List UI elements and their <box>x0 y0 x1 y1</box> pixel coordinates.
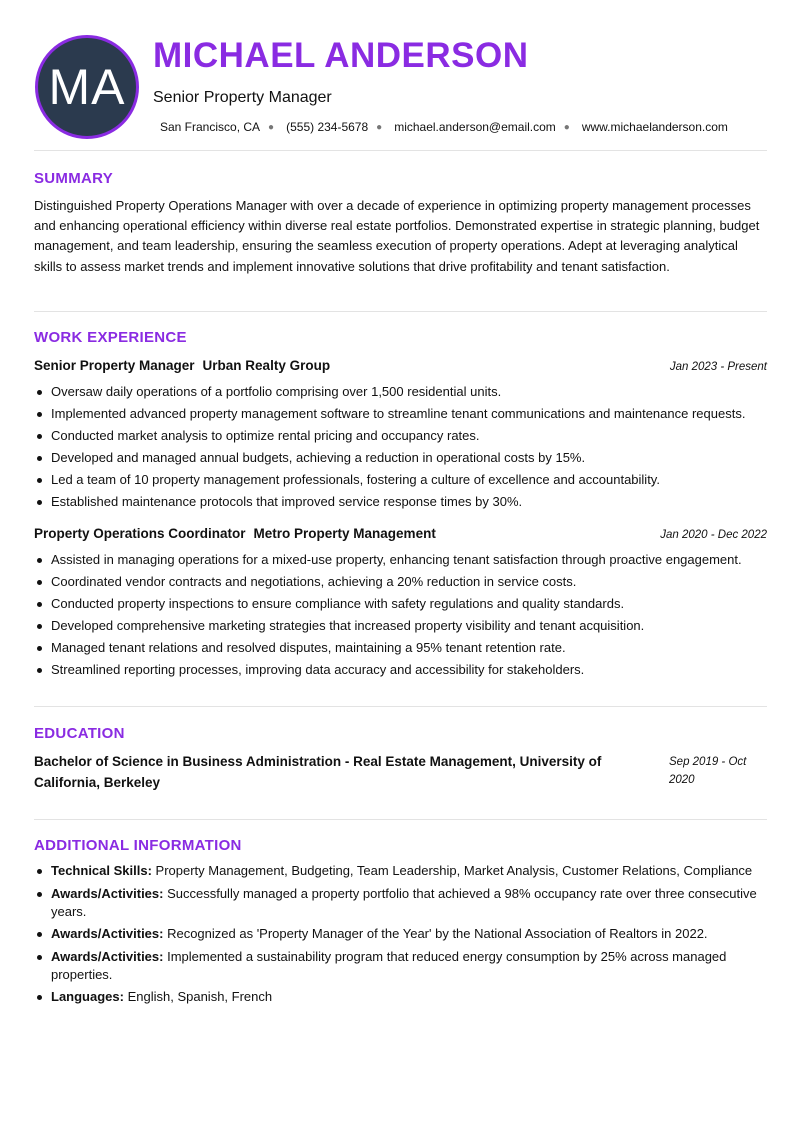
candidate-title: Senior Property Manager <box>153 89 332 106</box>
job-title-company <box>34 526 436 541</box>
list-item <box>34 988 769 1006</box>
summary-heading: SUMMARY <box>34 170 114 187</box>
education-dates: Sep 2019 - Oct 2020 <box>669 756 747 786</box>
additional-list <box>34 862 769 1011</box>
list-item: Led a team of 10 property management professionals, fostering a culture of excellence and accountability. <box>34 469 774 491</box>
section-divider <box>34 150 767 151</box>
avatar-initials: MA <box>48 59 126 115</box>
job-role: Property Operations Coordinator <box>34 526 246 541</box>
avatar <box>35 35 139 139</box>
list-item <box>34 948 769 984</box>
job-bullets <box>34 549 774 681</box>
additional-heading: ADDITIONAL INFORMATION <box>34 837 242 854</box>
list-item: Developed comprehensive marketing strategies that increased property visibility and tenant acquisition. <box>34 615 774 637</box>
section-divider <box>34 706 767 707</box>
job-company: Urban Realty Group <box>202 358 331 373</box>
summary-text: Distinguished Property Operations Manager with over a decade of experience in optimizing property management processes and enhancing operational efficiency within diverse real estate portfolios. Demonstrated expertise in strategic planning, budget management, and team leadership, ensuring the seamless execution of property operations. Adept at leveraging analytical skills to assess market trends and implement innovative solutions that drive profitability and tenant satisfaction. <box>34 198 760 274</box>
list-item <box>34 925 769 943</box>
list-item <box>34 885 769 921</box>
job-title-company <box>34 358 330 373</box>
education-heading: EDUCATION <box>34 725 125 742</box>
section-divider <box>34 819 767 820</box>
item-label: Awards/Activities: <box>51 948 164 964</box>
list-item: Conducted property inspections to ensure compliance with safety regulations and quality standards. <box>34 593 774 615</box>
list-item: Implemented advanced property management software to streamline tenant communications and maintenance requests. <box>34 403 774 425</box>
candidate-name: MICHAEL ANDERSON <box>153 36 529 75</box>
job-role: Senior Property Manager <box>34 358 195 373</box>
item-text: Property Management, Budgeting, Team Leadership, Market Analysis, Customer Relations, Compliance <box>151 863 753 878</box>
contact-website[interactable]: www.michaelanderson.com <box>581 120 728 134</box>
item-label: Languages: <box>51 989 124 1004</box>
education-degree: Bachelor of Science in Business Administration - Real Estate Management, University of California, Berkeley <box>34 754 602 790</box>
item-label: Technical Skills: <box>51 863 152 878</box>
item-label: Awards/Activities: <box>51 926 164 941</box>
item-text: Successfully managed a property portfolio that achieved a 98% occupancy rate over three consecutive years. <box>51 885 757 919</box>
job-company: Metro Property Management <box>253 526 436 541</box>
contact-location: San Francisco, CA <box>160 120 261 134</box>
contact-line <box>160 120 728 134</box>
job-bullets <box>34 381 774 513</box>
list-item: Oversaw daily operations of a portfolio comprising over 1,500 residential units. <box>34 381 774 403</box>
job-dates: Jan 2023 - Present <box>669 361 767 373</box>
list-item: Coordinated vendor contracts and negotiations, achieving a 20% reduction in service costs. <box>34 571 774 593</box>
job-header <box>34 526 767 541</box>
list-item: Established maintenance protocols that improved service response times by 30%. <box>34 491 774 513</box>
list-item <box>34 862 769 880</box>
experience-heading: WORK EXPERIENCE <box>34 329 187 346</box>
list-item: Managed tenant relations and resolved disputes, maintaining a 95% tenant retention rate. <box>34 637 774 659</box>
contact-email[interactable]: michael.anderson@email.com <box>394 120 556 134</box>
separator-dot-icon: ● <box>376 121 383 133</box>
job-dates: Jan 2020 - Dec 2022 <box>660 529 767 541</box>
item-text: Implemented a sustainability program that reduced energy consumption by 25% across managed properties. <box>51 948 727 982</box>
job-header <box>34 358 767 373</box>
section-divider <box>34 311 767 312</box>
separator-dot-icon: ● <box>268 121 275 133</box>
list-item: Assisted in managing operations for a mixed-use property, enhancing tenant satisfaction through proactive engagement. <box>34 549 774 571</box>
list-item: Developed and managed annual budgets, achieving a reduction in operational costs by 15%. <box>34 447 774 469</box>
item-text: English, Spanish, French <box>123 989 273 1004</box>
item-label: Awards/Activities: <box>51 885 164 901</box>
item-text: Recognized as 'Property Manager of the Year' by the National Association of Realtors in 2022. <box>163 926 708 941</box>
separator-dot-icon: ● <box>563 121 570 133</box>
list-item: Conducted market analysis to optimize rental pricing and occupancy rates. <box>34 425 774 447</box>
list-item: Streamlined reporting processes, improving data accuracy and accessibility for stakeholders. <box>34 659 774 681</box>
contact-phone: (555) 234-5678 <box>286 120 369 134</box>
